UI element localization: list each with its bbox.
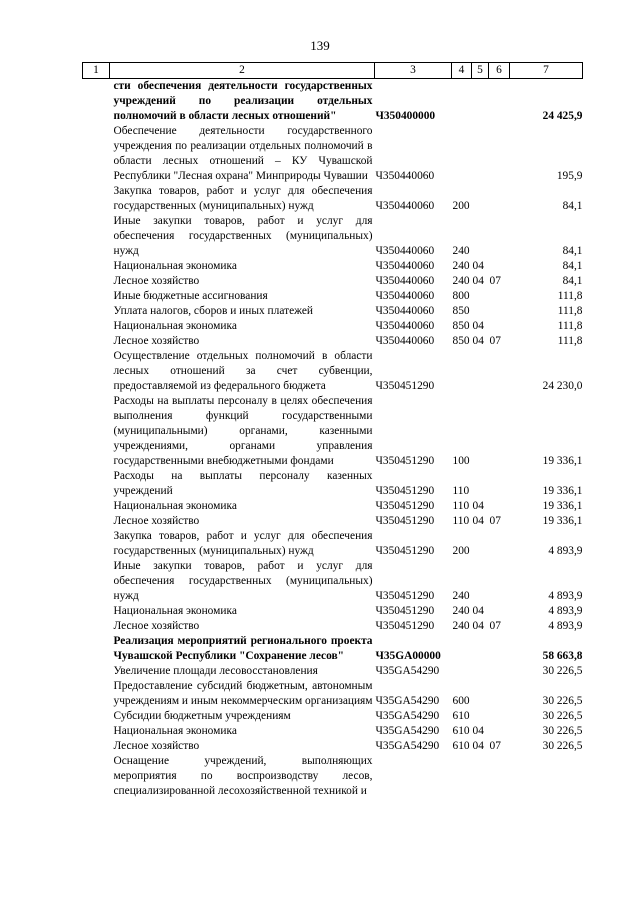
row-expense-type: 800: [452, 290, 470, 302]
page-number: 139: [310, 38, 330, 53]
row-name: Предоставление субсидий бюджетным, автономным учреждениям и иным некоммерческим организациям: [113, 680, 373, 707]
row-expense-type: 240: [452, 590, 470, 602]
row-subsection: 07: [489, 335, 501, 347]
row-subsection: 07: [489, 275, 501, 287]
row-expense-type: [452, 754, 472, 799]
row-section: 04: [472, 620, 484, 632]
row-section: [472, 184, 489, 214]
row-expense-type: 610: [452, 740, 470, 752]
row-code: Ч350451290: [375, 500, 435, 512]
row-amount: 58 663,8: [542, 650, 583, 662]
row-name: Иные закупки товаров, работ и услуг для обеспечения государственных (муниципальных) нужд: [113, 215, 373, 257]
row-expense-type: 200: [452, 545, 470, 557]
row-name: Иные бюджетные ассигнования: [113, 290, 268, 302]
row-amount: 84,1: [562, 260, 583, 272]
row-blank-cell: [83, 514, 110, 529]
row-name: Лесное хозяйство: [113, 620, 200, 632]
row-expense-type: 200: [452, 200, 470, 212]
row-name: Расходы на выплаты персоналу казенных учреждений: [113, 470, 373, 497]
row-code: Ч350451290: [375, 485, 435, 497]
row-amount: 111,8: [557, 320, 583, 332]
table-row: [83, 289, 583, 304]
row-code: Ч350451290: [375, 605, 435, 617]
row-expense-type: 240: [452, 620, 470, 632]
row-blank-cell: [83, 679, 110, 709]
row-code: Ч350451290: [375, 515, 435, 527]
row-section: 04: [472, 320, 484, 332]
row-blank-cell: [83, 124, 110, 184]
row-blank-cell: [83, 664, 110, 679]
row-name: сти обеспечения деятельности государственных учреждений по реализации отдельных полномочий в области лесных отношений": [113, 80, 373, 122]
row-subsection: [489, 289, 510, 304]
row-blank-cell: [83, 529, 110, 559]
table-row: [83, 709, 583, 724]
row-amount: 30 226,5: [542, 695, 583, 707]
row-blank-cell: [83, 304, 110, 319]
row-subsection: [489, 664, 510, 679]
row-section: [472, 529, 489, 559]
row-expense-type: [452, 124, 472, 184]
table-row: [83, 739, 583, 754]
row-amount: 111,8: [557, 290, 583, 302]
row-expense-type: 850: [452, 335, 470, 347]
table-row: [83, 349, 583, 394]
row-blank-cell: [83, 754, 110, 799]
row-amount: 30 226,5: [542, 725, 583, 737]
row-amount: 30 226,5: [542, 665, 583, 677]
column-header-5: 5: [472, 63, 489, 79]
row-amount: 19 336,1: [542, 455, 583, 467]
row-subsection: [489, 319, 510, 334]
row-expense-type: 600: [452, 695, 470, 707]
table-row: [83, 469, 583, 499]
table-row: [83, 184, 583, 214]
row-blank-cell: [83, 319, 110, 334]
row-blank-cell: [83, 79, 110, 125]
table-row: [83, 679, 583, 709]
row-subsection: 07: [489, 620, 501, 632]
row-subsection: [489, 724, 510, 739]
row-section: 04: [472, 260, 484, 272]
table-row: [83, 319, 583, 334]
row-expense-type: [452, 79, 472, 125]
row-blank-cell: [83, 214, 110, 259]
row-name: Национальная экономика: [113, 605, 237, 617]
row-amount: 4 893,9: [548, 605, 583, 617]
table-row: [83, 724, 583, 739]
row-amount: [510, 754, 583, 799]
row-subsection: [489, 604, 510, 619]
row-name: Увеличение площади лесовосстановления: [113, 665, 318, 677]
row-section: 04: [472, 605, 484, 617]
row-section: 04: [472, 515, 484, 527]
row-blank-cell: [83, 634, 110, 664]
row-amount: 30 226,5: [542, 710, 583, 722]
table-row: [83, 634, 583, 664]
row-expense-type: 240: [452, 260, 470, 272]
row-blank-cell: [83, 559, 110, 604]
row-section: [472, 289, 489, 304]
row-expense-type: 240: [452, 605, 470, 617]
row-amount: 4 893,9: [548, 620, 583, 632]
table-row: [83, 619, 583, 634]
row-expense-type: 110: [452, 500, 470, 512]
row-code: Ч350440060: [375, 290, 435, 302]
row-name: Лесное хозяйство: [113, 740, 200, 752]
row-name: Лесное хозяйство: [113, 275, 200, 287]
table-row: [83, 304, 583, 319]
row-expense-type: 110: [452, 515, 470, 527]
row-code: [375, 754, 452, 799]
row-subsection: [489, 304, 510, 319]
row-section: [472, 349, 489, 394]
row-blank-cell: [83, 259, 110, 274]
row-code: Ч350451290: [375, 380, 435, 392]
row-section: [472, 79, 489, 125]
row-subsection: [489, 754, 510, 799]
column-header-3: 3: [375, 63, 452, 79]
budget-table: [82, 62, 583, 799]
row-subsection: [489, 529, 510, 559]
row-section: [472, 754, 489, 799]
row-section: 04: [472, 725, 484, 737]
table-row: [83, 79, 583, 125]
row-section: [472, 469, 489, 499]
row-section: [472, 304, 489, 319]
row-name: Национальная экономика: [113, 725, 237, 737]
row-subsection: [489, 634, 510, 664]
table-row: [83, 334, 583, 349]
row-blank-cell: [83, 394, 110, 469]
row-expense-type: 110: [452, 485, 470, 497]
row-blank-cell: [83, 724, 110, 739]
row-name: Уплата налогов, сборов и иных платежей: [113, 305, 313, 317]
row-section: [472, 124, 489, 184]
row-expense-type: 100: [452, 455, 470, 467]
table-row: [83, 559, 583, 604]
row-expense-type: 610: [452, 725, 470, 737]
row-subsection: [489, 124, 510, 184]
row-section: [472, 679, 489, 709]
row-amount: 195,9: [556, 170, 583, 182]
row-code: Ч350440060: [375, 200, 435, 212]
row-amount: 4 893,9: [548, 590, 583, 602]
row-code: Ч35GA00000: [375, 650, 441, 662]
row-expense-type: [452, 634, 472, 664]
row-amount: 84,1: [562, 245, 583, 257]
row-code: Ч35GA54290: [375, 710, 440, 722]
row-blank-cell: [83, 709, 110, 724]
table-row: [83, 514, 583, 529]
table-row: [83, 259, 583, 274]
row-subsection: [489, 184, 510, 214]
row-name: Закупка товаров, работ и услуг для обеспечения государственных (муниципальных) нужд: [113, 185, 373, 212]
row-code: Ч350440060: [375, 275, 435, 287]
row-section: [472, 394, 489, 469]
table-header-row: [83, 63, 583, 79]
table-row: [83, 124, 583, 184]
row-name: Лесное хозяйство: [113, 515, 200, 527]
row-amount: 111,8: [557, 335, 583, 347]
row-code: Ч350440060: [375, 245, 435, 257]
row-amount: 19 336,1: [542, 500, 583, 512]
row-blank-cell: [83, 289, 110, 304]
column-header-7: 7: [510, 63, 583, 79]
row-subsection: [489, 709, 510, 724]
row-code: Ч350451290: [375, 590, 435, 602]
row-code: Ч350440060: [375, 260, 435, 272]
row-subsection: [489, 559, 510, 604]
table-row: [83, 394, 583, 469]
row-subsection: [489, 394, 510, 469]
row-blank-cell: [83, 499, 110, 514]
row-subsection: [489, 679, 510, 709]
row-code: Ч350400000: [375, 110, 436, 122]
row-name: Реализация мероприятий регионального проекта Чувашской Республики "Сохранение лесов": [113, 635, 373, 662]
row-blank-cell: [83, 184, 110, 214]
row-name: Иные закупки товаров, работ и услуг для обеспечения государственных (муниципальных) нужд: [113, 560, 373, 602]
row-amount: 24 425,9: [542, 110, 583, 122]
row-subsection: 07: [489, 515, 501, 527]
row-expense-type: [452, 664, 472, 679]
row-code: Ч350451290: [375, 620, 435, 632]
row-section: [472, 709, 489, 724]
row-amount: 24 230,0: [542, 380, 583, 392]
table-row: [83, 214, 583, 259]
row-subsection: [489, 214, 510, 259]
row-expense-type: 610: [452, 710, 470, 722]
row-name: Обеспечение деятельности государственного учреждения по реализации отдельных полномочий в области лесных отношений – КУ Чувашской Республики "Лесная охрана" Минприроды Чувашии: [113, 125, 373, 182]
row-blank-cell: [83, 619, 110, 634]
row-blank-cell: [83, 334, 110, 349]
row-blank-cell: [83, 274, 110, 289]
row-blank-cell: [83, 469, 110, 499]
row-amount: 111,8: [557, 305, 583, 317]
row-amount: 19 336,1: [542, 515, 583, 527]
row-subsection: [489, 259, 510, 274]
row-expense-type: 240: [452, 245, 470, 257]
column-header-2: 2: [110, 63, 375, 79]
row-code: Ч350451290: [375, 455, 435, 467]
row-section: [472, 634, 489, 664]
row-amount: 4 893,9: [548, 545, 583, 557]
row-section: [472, 214, 489, 259]
row-section: 04: [472, 740, 484, 752]
table-row: [83, 664, 583, 679]
row-section: 04: [472, 335, 484, 347]
row-amount: 19 336,1: [542, 485, 583, 497]
row-name: Осуществление отдельных полномочий в области лесных отношений за счет субвенции, предоставляемой из федерального бюджета: [113, 350, 373, 392]
row-subsection: 07: [489, 740, 501, 752]
row-name: Национальная экономика: [113, 500, 237, 512]
column-header-1: 1: [83, 63, 110, 79]
row-name: Закупка товаров, работ и услуг для обеспечения государственных (муниципальных) нужд: [113, 530, 373, 557]
row-code: Ч350440060: [375, 170, 435, 182]
row-subsection: [489, 349, 510, 394]
row-section: [472, 559, 489, 604]
row-expense-type: 850: [452, 305, 470, 317]
row-amount: 30 226,5: [542, 740, 583, 752]
row-name: Расходы на выплаты персоналу в целях обеспечения выполнения функций государственными (муниципальными) органами, казенными учреждениями, органами управления государственными внебюджетными фондами: [113, 395, 373, 467]
row-name: Оснащение учреждений, выполняющих мероприятия по воспроизводству лесов, специализированной лесохозяйственной техникой и: [113, 755, 373, 797]
row-amount: 84,1: [562, 200, 583, 212]
row-code: Ч35GA54290: [375, 725, 440, 737]
row-expense-type: 240: [452, 275, 470, 287]
row-code: Ч350451290: [375, 545, 435, 557]
row-code: Ч35GA54290: [375, 665, 440, 677]
table-row: [83, 604, 583, 619]
row-expense-type: 850: [452, 320, 470, 332]
column-header-4: 4: [452, 63, 472, 79]
row-blank-cell: [83, 604, 110, 619]
table-row: [83, 274, 583, 289]
table-row: [83, 499, 583, 514]
row-name: Национальная экономика: [113, 320, 237, 332]
row-name: Национальная экономика: [113, 260, 237, 272]
row-section: [472, 664, 489, 679]
row-code: Ч35GA54290: [375, 695, 440, 707]
row-code: Ч35GA54290: [375, 740, 440, 752]
column-header-6: 6: [489, 63, 510, 79]
row-code: Ч350440060: [375, 335, 435, 347]
table-row: [83, 754, 583, 799]
row-blank-cell: [83, 349, 110, 394]
row-name: Субсидии бюджетным учреждениям: [113, 710, 291, 722]
row-subsection: [489, 469, 510, 499]
row-subsection: [489, 79, 510, 125]
row-code: Ч350440060: [375, 305, 435, 317]
row-section: 04: [472, 275, 484, 287]
row-blank-cell: [83, 739, 110, 754]
row-section: 04: [472, 500, 484, 512]
row-amount: 84,1: [562, 275, 583, 287]
row-expense-type: [452, 349, 472, 394]
table-row: [83, 529, 583, 559]
row-name: Лесное хозяйство: [113, 335, 200, 347]
row-code: Ч350440060: [375, 320, 435, 332]
row-subsection: [489, 499, 510, 514]
